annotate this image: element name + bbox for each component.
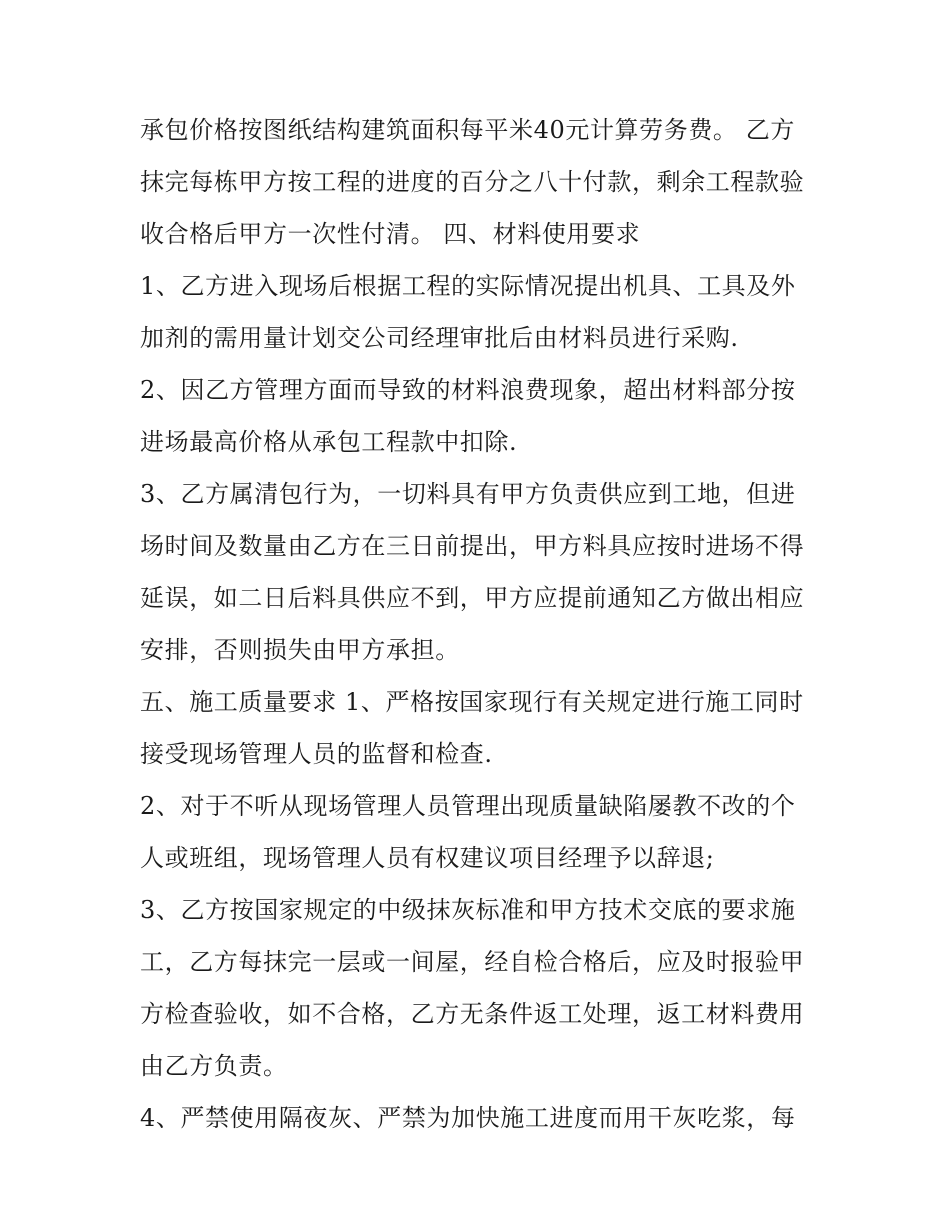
- text-line: 进场最高价格从承包工程款中扣除.: [140, 428, 518, 456]
- text-line: 加剂的需用量计划交公司经理审批后由材料员进行采购.: [140, 324, 739, 352]
- text-line: 延误，如二日后料具供应不到，甲方应提前通知乙方做出相应: [140, 584, 805, 612]
- text-line: 4、严禁使用隔夜灰、严禁为加快施工进度而用干灰吃浆，每: [140, 1104, 796, 1132]
- text-line: 场时间及数量由乙方在三日前提出，甲方料具应按时进场不得: [140, 532, 805, 560]
- paragraph-quality-item-1: [140, 676, 820, 780]
- text-line: 1、乙方进入现场后根据工程的实际情况提出机具、工具及外: [140, 272, 796, 300]
- paragraph-quality-item-2: [140, 780, 820, 884]
- paragraph-material-item-2: [140, 364, 820, 468]
- paragraph-quality-item-3: [140, 884, 820, 1092]
- text-line: 2、因乙方管理方面而导致的材料浪费现象，超出材料部分按: [140, 376, 796, 404]
- text-line: 方检查验收，如不合格，乙方无条件返工处理，返工材料费用: [140, 1000, 805, 1028]
- text-line: 人或班组，现场管理人员有权建议项目经理予以辞退;: [140, 844, 715, 872]
- text-line: 3、乙方属清包行为，一切料具有甲方负责供应到工地，但进: [140, 480, 796, 508]
- paragraph-material-item-3: [140, 468, 820, 676]
- text-line: 五、施工质量要求 1、严格按国家现行有关规定进行施工同时: [140, 688, 804, 716]
- paragraph-payment-terms: [140, 104, 820, 260]
- text-line: 收合格后甲方一次性付清。 四、材料使用要求: [140, 220, 641, 248]
- paragraph-material-item-1: [140, 260, 820, 364]
- text-line: 承包价格按图纸结构建筑面积每平米40元计算劳务费。 乙方: [140, 116, 795, 144]
- document-body: [140, 104, 820, 1144]
- text-line: 安排，否则损失由甲方承担。: [140, 636, 460, 664]
- text-line: 3、乙方按国家规定的中级抹灰标准和甲方技术交底的要求施: [140, 896, 796, 924]
- text-line: 工，乙方每抹完一层或一间屋，经自检合格后，应及时报验甲: [140, 948, 805, 976]
- text-line: 抹完每栋甲方按工程的进度的百分之八十付款，剩余工程款验: [140, 168, 805, 196]
- text-line: 接受现场管理人员的监督和检查.: [140, 740, 493, 768]
- text-line: 由乙方负责。: [140, 1052, 288, 1080]
- paragraph-quality-item-4: [140, 1092, 820, 1144]
- text-line: 2、对于不听从现场管理人员管理出现质量缺陷屡教不改的个: [140, 792, 796, 820]
